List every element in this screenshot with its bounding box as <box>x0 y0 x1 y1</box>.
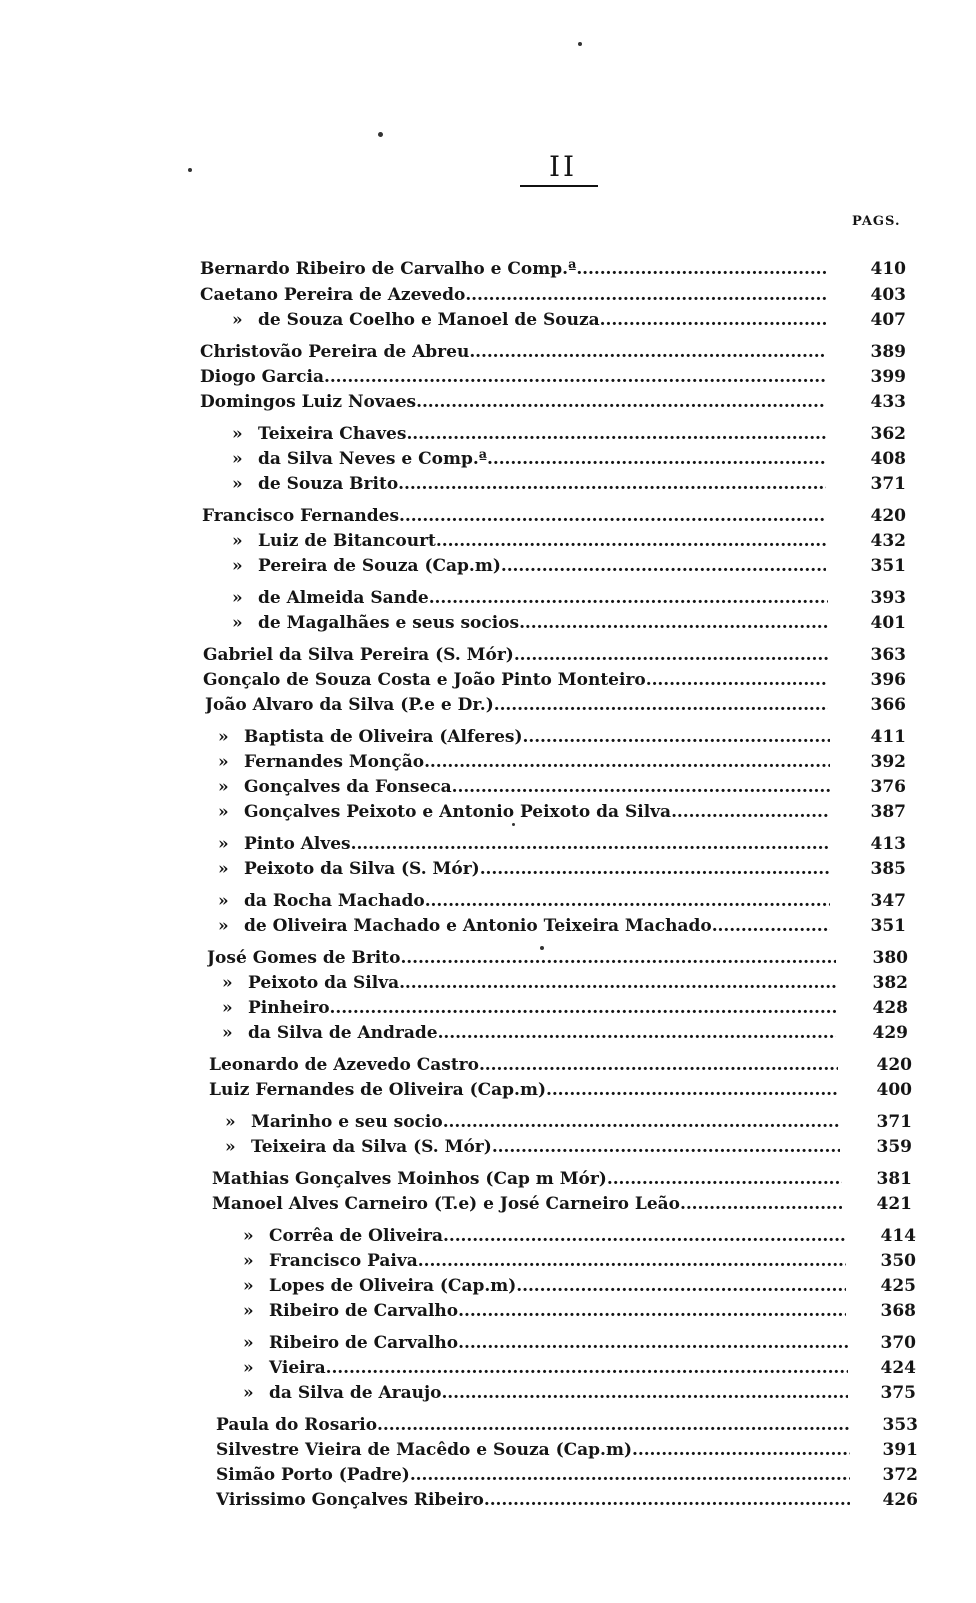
index-entry <box>203 667 828 693</box>
index-entry <box>203 642 828 668</box>
scan-speck <box>512 823 515 826</box>
leader-dots <box>452 774 830 800</box>
ditto-mark: » <box>243 1333 254 1353</box>
entry-name: de Almeida Sande <box>258 588 429 608</box>
index-entry <box>209 1077 838 1103</box>
scan-speck <box>578 42 582 46</box>
entry-name: de Oliveira Machado e Antonio Teixeira Machado <box>244 916 712 936</box>
index-entry <box>243 1248 846 1274</box>
index-entry <box>205 692 828 718</box>
entry-name: Silvestre Vieira de Macêdo e Souza (Cap.m) <box>216 1440 633 1460</box>
leader-dots <box>438 1020 836 1046</box>
leader-dots <box>398 471 826 497</box>
entry-name: Peixoto da Silva (S. Mór) <box>244 859 480 879</box>
ditto-mark: » <box>222 1023 233 1043</box>
entry-name: Virissimo Gonçalves Ribeiro <box>216 1490 484 1510</box>
entry-page-number: 347 <box>870 891 906 911</box>
entry-page-number: 359 <box>876 1137 912 1157</box>
ditto-mark: » <box>243 1251 254 1271</box>
index-entry <box>225 1109 840 1135</box>
index-entry <box>218 749 830 775</box>
leader-dots <box>492 1134 840 1160</box>
ditto-mark: » <box>243 1226 254 1246</box>
entry-page-number: 393 <box>870 588 906 608</box>
entry-page-number: 420 <box>870 506 906 526</box>
index-entry <box>232 610 828 636</box>
leader-dots <box>516 1273 846 1299</box>
leader-dots <box>465 282 826 308</box>
index-entry <box>200 389 826 415</box>
entry-name: Ribeiro de Carvalho <box>269 1301 459 1321</box>
entry-page-number: 372 <box>882 1465 918 1485</box>
ditto-mark: » <box>218 752 229 772</box>
leader-dots <box>377 1412 850 1438</box>
entry-page-number: 351 <box>870 556 906 576</box>
entry-page-number: 371 <box>870 474 906 494</box>
leader-dots <box>501 553 826 579</box>
ditto-mark: » <box>218 802 229 822</box>
entry-name: de Souza Brito <box>258 474 399 494</box>
leader-dots <box>600 307 826 333</box>
index-entry <box>212 1191 842 1217</box>
entry-page-number: 403 <box>870 285 906 305</box>
index-entry <box>218 856 830 882</box>
leader-dots <box>646 667 828 693</box>
entry-page-number: 385 <box>870 859 906 879</box>
page-number-rule <box>520 185 598 187</box>
index-entry <box>216 1487 850 1513</box>
entry-name: Lopes de Oliveira (Cap.m) <box>269 1276 517 1296</box>
ditto-mark: » <box>218 727 229 747</box>
ditto-mark: » <box>222 973 233 993</box>
entry-name: José Gomes de Brito <box>207 948 401 968</box>
index-entry <box>222 995 836 1021</box>
entry-name: Baptista de Oliveira (Alferes) <box>244 727 523 747</box>
ditto-mark: » <box>232 588 243 608</box>
ditto-mark: » <box>243 1301 254 1321</box>
leader-dots <box>441 1380 848 1406</box>
scan-speck <box>540 946 544 950</box>
index-entry <box>232 307 826 333</box>
entry-page-number: 433 <box>870 392 906 412</box>
leader-dots <box>494 692 828 718</box>
leader-dots <box>469 339 826 365</box>
ditto-mark: » <box>243 1383 254 1403</box>
index-entry <box>200 364 826 390</box>
ditto-mark: » <box>225 1137 236 1157</box>
entry-name: Luiz de Bitancourt <box>258 531 436 551</box>
entry-page-number: 421 <box>876 1194 912 1214</box>
entry-page-number: 362 <box>870 424 906 444</box>
ditto-mark: » <box>232 310 243 330</box>
entry-name: de Souza Coelho e Manoel de Souza <box>258 310 600 330</box>
entry-name: Ribeiro de Carvalho <box>269 1333 459 1353</box>
entry-page-number: 420 <box>876 1055 912 1075</box>
leader-dots <box>458 1298 846 1324</box>
entry-page-number: 353 <box>882 1415 918 1435</box>
leader-dots <box>480 856 830 882</box>
ditto-mark: » <box>243 1276 254 1296</box>
entry-page-number: 401 <box>870 613 906 633</box>
leader-dots <box>576 256 826 282</box>
ditto-mark: » <box>232 474 243 494</box>
entry-name: Paula do Rosario <box>216 1415 378 1435</box>
entry-name: Simão Porto (Padre) <box>216 1465 410 1485</box>
entry-name: Gabriel da Silva Pereira (S. Mór) <box>203 645 514 665</box>
entry-page-number: 413 <box>870 834 906 854</box>
entry-name: Christovão Pereira de Abreu <box>200 342 470 362</box>
leader-dots <box>479 1052 838 1078</box>
index-entry <box>222 1020 836 1046</box>
leader-dots <box>671 799 830 825</box>
entry-name: Manoel Alves Carneiro (T.e) e José Carneiro Leão <box>212 1194 680 1214</box>
ditto-mark: » <box>243 1358 254 1378</box>
ditto-mark: » <box>218 777 229 797</box>
leader-dots <box>418 1248 846 1274</box>
entry-name: Corrêa de Oliveira <box>269 1226 444 1246</box>
entry-page-number: 368 <box>880 1301 916 1321</box>
leader-dots <box>487 446 826 472</box>
entry-name: Luiz Fernandes de Oliveira (Cap.m) <box>209 1080 546 1100</box>
index-entry <box>218 888 830 914</box>
index-entry <box>216 1462 850 1488</box>
entry-name: Caetano Pereira de Azevedo <box>200 285 466 305</box>
leader-dots <box>458 1330 848 1356</box>
index-entry <box>232 471 826 497</box>
entry-name: Peixoto da Silva <box>248 973 400 993</box>
index-entry <box>232 421 826 447</box>
index-entry <box>218 724 830 750</box>
leader-dots <box>351 831 830 857</box>
entry-page-number: 387 <box>870 802 906 822</box>
entry-page-number: 350 <box>880 1251 916 1271</box>
index-entry <box>243 1273 846 1299</box>
index-entry <box>216 1412 850 1438</box>
entry-name: Francisco Paiva <box>269 1251 418 1271</box>
entry-name: Teixeira da Silva (S. Mór) <box>251 1137 492 1157</box>
ditto-mark: » <box>232 613 243 633</box>
entry-page-number: 396 <box>870 670 906 690</box>
entry-name: Teixeira Chaves <box>258 424 407 444</box>
leader-dots <box>330 995 836 1021</box>
ditto-mark: » <box>218 916 229 936</box>
entry-name: da Silva Neves e Comp.ª <box>258 449 488 469</box>
entry-page-number: 391 <box>882 1440 918 1460</box>
entry-name: Pereira de Souza (Cap.m) <box>258 556 501 576</box>
index-entry <box>232 528 826 554</box>
leader-dots <box>400 945 836 971</box>
ditto-mark: » <box>232 556 243 576</box>
leader-dots <box>443 1109 840 1135</box>
ditto-mark: » <box>222 998 233 1018</box>
index-entry <box>212 1166 842 1192</box>
index-entry <box>232 446 826 472</box>
leader-dots <box>406 421 826 447</box>
leader-dots <box>324 364 826 390</box>
leader-dots <box>326 1355 848 1381</box>
leader-dots <box>399 970 836 996</box>
leader-dots <box>607 1166 842 1192</box>
ditto-mark: » <box>232 531 243 551</box>
entry-page-number: 351 <box>870 916 906 936</box>
leader-dots <box>546 1077 838 1103</box>
index-entry <box>209 1052 838 1078</box>
entry-name: Francisco Fernandes <box>202 506 400 526</box>
entry-page-number: 382 <box>872 973 908 993</box>
entry-page-number: 414 <box>880 1226 916 1246</box>
entry-name: Gonçalo de Souza Costa e João Pinto Monteiro <box>203 670 646 690</box>
scan-speck <box>378 132 383 137</box>
entry-page-number: 392 <box>870 752 906 772</box>
index-entry <box>243 1330 848 1356</box>
page-number: II <box>548 150 578 183</box>
entry-page-number: 399 <box>870 367 906 387</box>
leader-dots <box>514 642 828 668</box>
entry-page-number: 400 <box>876 1080 912 1100</box>
index-entry <box>200 282 826 308</box>
index-entry <box>232 553 826 579</box>
ditto-mark: » <box>218 891 229 911</box>
entry-page-number: 407 <box>870 310 906 330</box>
leader-dots <box>425 888 830 914</box>
entry-page-number: 375 <box>880 1383 916 1403</box>
leader-dots <box>416 389 826 415</box>
index-entry <box>232 585 828 611</box>
leader-dots <box>519 610 828 636</box>
leader-dots <box>680 1191 842 1217</box>
index-entry <box>218 913 830 939</box>
leader-dots <box>632 1437 850 1463</box>
index-entry <box>243 1355 848 1381</box>
index-entry <box>243 1380 848 1406</box>
entry-page-number: 429 <box>872 1023 908 1043</box>
entry-name: da Silva de Andrade <box>248 1023 438 1043</box>
entry-page-number: 408 <box>870 449 906 469</box>
scan-speck <box>188 168 192 172</box>
entry-page-number: 389 <box>870 342 906 362</box>
entry-page-number: 432 <box>870 531 906 551</box>
entry-page-number: 410 <box>870 259 906 279</box>
leader-dots <box>523 724 830 750</box>
leader-dots <box>399 503 826 529</box>
index-entry <box>200 339 826 365</box>
entry-name: da Silva de Araujo <box>269 1383 442 1403</box>
entry-name: de Magalhães e seus socios <box>258 613 520 633</box>
entry-page-number: 425 <box>880 1276 916 1296</box>
entry-name: Domingos Luiz Novaes <box>200 392 417 412</box>
entry-name: Pinto Alves <box>244 834 351 854</box>
ditto-mark: » <box>218 834 229 854</box>
leader-dots <box>484 1487 850 1513</box>
index-entry <box>216 1437 850 1463</box>
leader-dots <box>436 528 826 554</box>
index-entry <box>207 945 836 971</box>
entry-name: Pinheiro <box>248 998 330 1018</box>
index-entry <box>218 831 830 857</box>
leader-dots <box>410 1462 850 1488</box>
entry-name: Diogo Garcia <box>200 367 324 387</box>
index-entry <box>202 503 826 529</box>
index-entry <box>200 256 826 282</box>
entry-page-number: 380 <box>872 948 908 968</box>
entry-page-number: 371 <box>876 1112 912 1132</box>
leader-dots <box>424 749 830 775</box>
entry-name: Mathias Gonçalves Moinhos (Cap m Mór) <box>212 1169 607 1189</box>
entry-page-number: 381 <box>876 1169 912 1189</box>
entry-name: Bernardo Ribeiro de Carvalho e Comp.ª <box>200 259 577 279</box>
pages-column-header: PAGS. <box>852 214 901 229</box>
entry-name: João Alvaro da Silva (P.e e Dr.) <box>205 695 494 715</box>
index-entry <box>243 1298 846 1324</box>
entry-page-number: 363 <box>870 645 906 665</box>
entry-name: Vieira <box>269 1358 326 1378</box>
ditto-mark: » <box>232 424 243 444</box>
entry-page-number: 366 <box>870 695 906 715</box>
index-entry <box>243 1223 846 1249</box>
leader-dots <box>712 913 830 939</box>
index-entry <box>218 774 830 800</box>
entry-name: da Rocha Machado <box>244 891 425 911</box>
entry-name: Marinho e seu socio <box>251 1112 443 1132</box>
leader-dots <box>443 1223 846 1249</box>
entry-page-number: 424 <box>880 1358 916 1378</box>
entry-name: Leonardo de Azevedo Castro <box>209 1055 479 1075</box>
index-entry <box>225 1134 840 1160</box>
entry-page-number: 370 <box>880 1333 916 1353</box>
entry-name: Gonçalves da Fonseca <box>244 777 452 797</box>
ditto-mark: » <box>225 1112 236 1132</box>
index-entry <box>218 799 830 825</box>
leader-dots <box>429 585 828 611</box>
entry-name: Gonçalves Peixoto e Antonio Peixoto da Silva <box>244 802 672 822</box>
entry-page-number: 411 <box>870 727 906 747</box>
entry-page-number: 428 <box>872 998 908 1018</box>
entry-name: Fernandes Monção <box>244 752 425 772</box>
entry-page-number: 376 <box>870 777 906 797</box>
ditto-mark: » <box>218 859 229 879</box>
ditto-mark: » <box>232 449 243 469</box>
index-entry <box>222 970 836 996</box>
entry-page-number: 426 <box>882 1490 918 1510</box>
